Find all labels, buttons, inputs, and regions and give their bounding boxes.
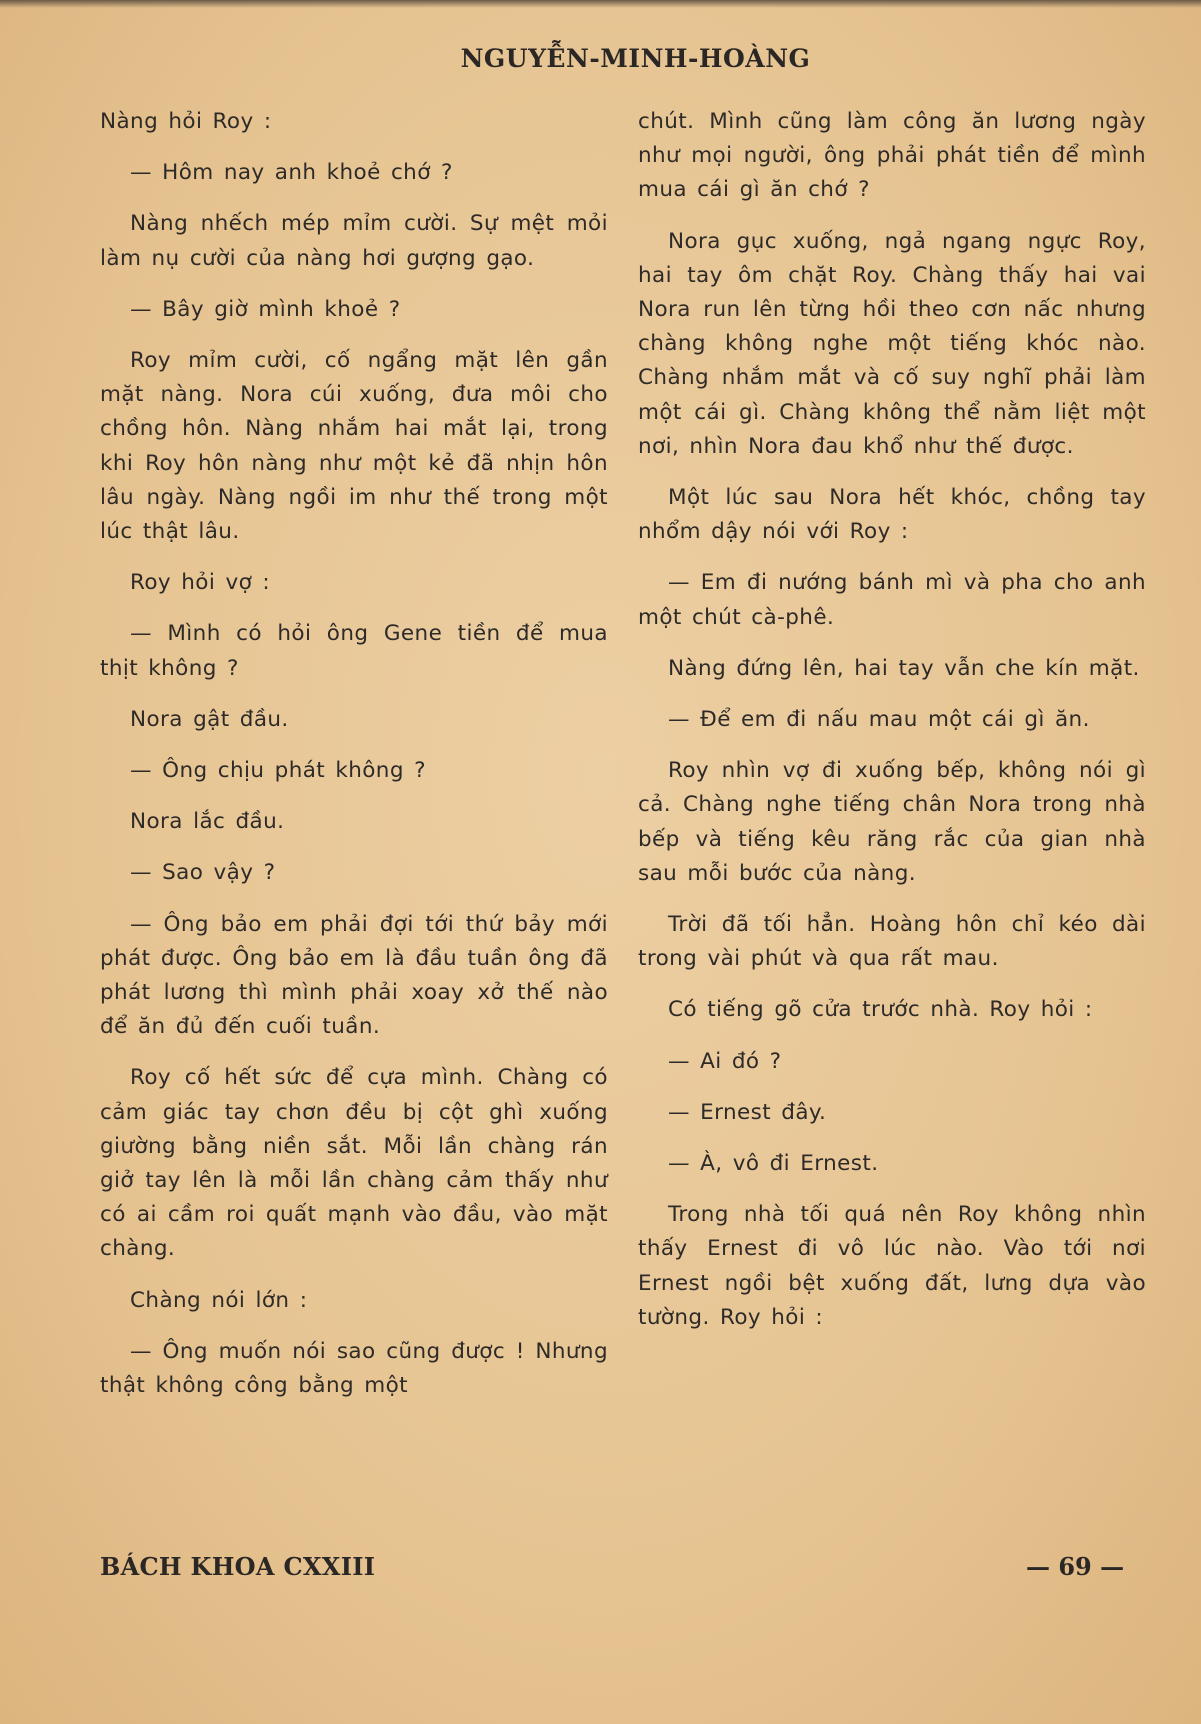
paragraph: Nàng đứng lên, hai tay vẫn che kín mặt. — [668, 655, 1140, 681]
paragraph: — À, vô đi Ernest. — [668, 1151, 879, 1177]
page-number: — 69 — — [1026, 1552, 1125, 1581]
paragraph: — Em đi nướng bánh mì và pha cho anh một chút cà-phê. — [638, 570, 1146, 630]
paragraph: Có tiếng gõ cửa trước nhà. Roy hỏi : — [668, 997, 1093, 1023]
paragraph: — Hôm nay anh khoẻ chớ ? — [130, 160, 453, 186]
paragraph: Nàng hỏi Roy : — [100, 109, 272, 134]
paragraph: Roy nhìn vợ đi xuống bếp, không nói gì cả. Chàng nghe tiếng chân Nora trong nhà bếp và tiếng kêu răng rắc của gian nhà sau mỗi bước của nàng. — [638, 758, 1146, 886]
paragraph: Nora gục xuống, ngả ngang ngực Roy, hai tay ôm chặt Roy. Chàng thấy hai vai Nora run lên từng hồi theo cơn nấc nhưng chàng không nghe một tiếng khóc nào. Chàng nhắm mắt và cố suy nghĩ phải làm một cái gì. Chàng không thể nằm liệt một nơi, nhìn Nora đau khổ như thế được. — [638, 228, 1146, 459]
paragraph: Roy cố hết sức để cựa mình. Chàng có cảm giác tay chơn đều bị cột ghì xuống giường bằng niền sắt. Mỗi lần chàng rán giở tay lên là mỗi lần chàng cảm thấy như có ai cầm roi quất mạnh vào đầu, vào mặt chàng. — [100, 1065, 608, 1262]
paragraph: — Ông muốn nói sao cũng được ! Nhưng thật không công bằng một — [100, 1338, 608, 1399]
paragraph: — Ernest đây. — [668, 1099, 827, 1125]
paragraph: — Ông bảo em phải đợi tới thứ bảy mới phát được. Ông bảo em là đầu tuần ông đã phát lương thì mình phải xoay xở thế nào để ăn đủ đến cuối tuần. — [100, 911, 608, 1040]
left-column — [100, 105, 608, 1420]
running-head-author: NGUYỄN-MINH-HOÀNG — [460, 44, 811, 73]
paragraph: Chàng nói lớn : — [130, 1287, 308, 1313]
paragraph: Nora lắc đầu. — [130, 809, 285, 835]
publication-footer: BÁCH KHOA CXXIII — [100, 1552, 376, 1581]
paragraph: — Bây giờ mình khoẻ ? — [130, 296, 401, 322]
paragraph: Nora gật đầu. — [130, 706, 289, 732]
paragraph: — Mình có hỏi ông Gene tiền để mua thịt không ? — [100, 621, 608, 681]
right-column — [638, 105, 1146, 1352]
paragraph: chút. Mình cũng làm công ăn lương ngày như mọi người, ông phải phát tiền để mình mua cái gì ăn chớ ? — [638, 109, 1146, 203]
paragraph: — Sao vậy ? — [130, 860, 276, 886]
paragraph: Một lúc sau Nora hết khóc, chồng tay nhổm dậy nói với Roy : — [638, 485, 1146, 545]
paragraph: Trời đã tối hẳn. Hoàng hôn chỉ kéo dài trong vài phút và qua rất mau. — [638, 912, 1146, 972]
paragraph: Trong nhà tối quá nên Roy không nhìn thấy Ernest đi vô lúc nào. Vào tới nơi Ernest ngồi bệt xuống đất, lưng dựa vào tường. Roy hỏi : — [638, 1202, 1146, 1330]
paragraph: Nàng nhếch mép mỉm cười. Sự mệt mỏi làm nụ cười của nàng hơi gượng gạo. — [100, 211, 608, 271]
paragraph: — Ai đó ? — [668, 1048, 782, 1074]
paragraph: — Ông chịu phát không ? — [130, 758, 426, 784]
paragraph: — Để em đi nấu mau một cái gì ăn. — [668, 707, 1090, 733]
paragraph: Roy mỉm cười, cố ngẩng mặt lên gần mặt nàng. Nora cúi xuống, đưa môi cho chồng hôn. Nàng nhắm hai mắt lại, trong khi Roy hôn nàng như một kẻ đã nhịn hôn lâu ngày. Nàng ngồi im như thế trong một lúc thật lâu. — [100, 348, 608, 545]
paragraph: Roy hỏi vợ : — [130, 570, 271, 596]
